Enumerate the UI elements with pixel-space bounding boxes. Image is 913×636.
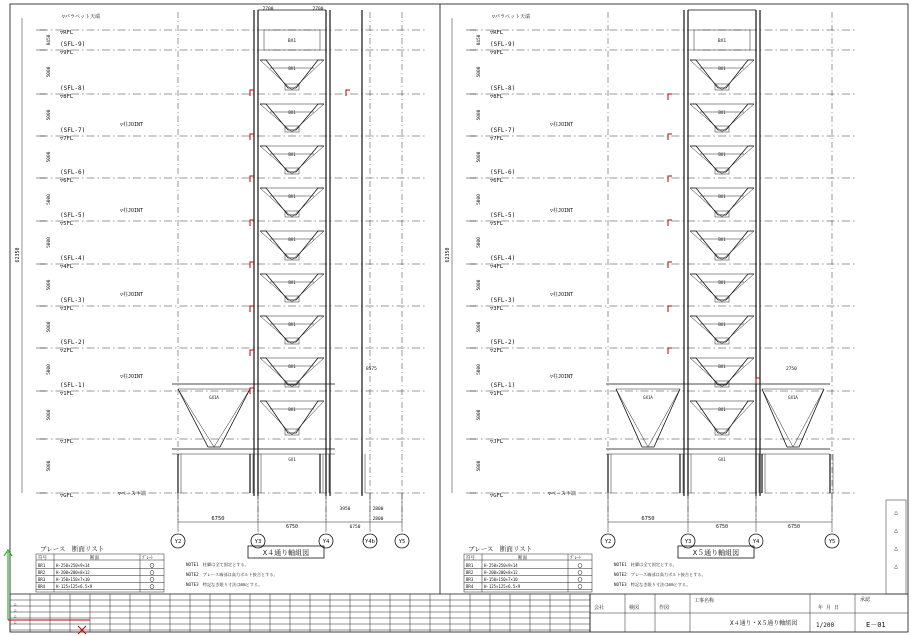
level-name-label: ▽2FL bbox=[490, 348, 504, 354]
axis-bubble-label: Y4 bbox=[322, 539, 330, 545]
revision-mark: △ bbox=[14, 619, 17, 624]
segment-dim-label: 5000 bbox=[477, 364, 482, 375]
axis-bubble-label: Y3 bbox=[684, 539, 692, 545]
span-dim: 6750 bbox=[285, 524, 299, 530]
level-name-label: ▽3FL bbox=[60, 306, 74, 312]
segment-dim-label: 5000 bbox=[47, 109, 52, 121]
span-dim: 6750 bbox=[349, 525, 361, 530]
beam-label: BX1 bbox=[288, 322, 296, 327]
brace bbox=[292, 188, 324, 217]
total-height-label: 62350 bbox=[15, 247, 21, 263]
red-marker bbox=[250, 90, 254, 96]
joint-note: ▽柱JOINT bbox=[120, 208, 144, 214]
beam-label: GX1A bbox=[643, 395, 653, 400]
level-sfl-label: (SFL-8) bbox=[60, 85, 86, 92]
level-sfl-label: (SFL-9) bbox=[60, 41, 86, 48]
revision-mark: △ bbox=[14, 613, 17, 618]
beam-label: BX1 bbox=[718, 110, 726, 115]
segment-dim-label: 5000 bbox=[477, 409, 482, 421]
brace bbox=[690, 316, 722, 344]
brace bbox=[292, 358, 324, 387]
beam-label: BX1 bbox=[718, 237, 726, 242]
level-name-label: ▽6FL bbox=[60, 178, 74, 184]
brace-list-left bbox=[36, 544, 164, 592]
brace-list-title-2: ブレース 断面リスト bbox=[468, 545, 533, 553]
brace bbox=[722, 274, 754, 302]
brace-mark: BR3 bbox=[466, 577, 474, 582]
segment-dim-label: 5000 bbox=[47, 409, 52, 421]
brace bbox=[722, 188, 754, 217]
joint-note: ▽柱JOINT bbox=[550, 374, 574, 380]
revision-column bbox=[886, 500, 906, 594]
red-marker bbox=[668, 220, 672, 226]
axis-bubble-label: Y2 bbox=[604, 539, 612, 545]
tb-sheet-no: E－01 bbox=[866, 621, 886, 629]
revision-mark: △ bbox=[14, 601, 17, 606]
level-name-label: ▽RFL bbox=[490, 30, 504, 36]
brace bbox=[722, 316, 754, 344]
brace-head-plate: ﾌﾟﾚｰﾄ bbox=[142, 556, 154, 561]
red-marker bbox=[250, 262, 254, 268]
beam-label: BX1 bbox=[718, 407, 726, 412]
level-name-label: ▽1FL bbox=[60, 391, 74, 397]
brace-mark: BR4 bbox=[466, 584, 474, 589]
beam-label: BX1 bbox=[287, 39, 297, 44]
tb-project: 工事名称 bbox=[694, 598, 715, 604]
span-dim: 6750 bbox=[641, 516, 655, 522]
span-dim: 6750 bbox=[715, 524, 729, 530]
level-sfl-label: (SFL-2) bbox=[490, 339, 516, 346]
level-sfl-label: (SFL-4) bbox=[60, 255, 86, 262]
brace bbox=[260, 60, 292, 90]
brace-mark: BR4 bbox=[38, 584, 46, 589]
level-sfl-label: (SFL-7) bbox=[60, 127, 86, 134]
span-dim: 2800 bbox=[372, 517, 384, 522]
beam-label: BX1 bbox=[288, 407, 296, 412]
level-sfl-label: (SFL-1) bbox=[60, 382, 86, 389]
brace-section: H-200×200×8×12 bbox=[484, 570, 518, 575]
brace bbox=[260, 231, 292, 260]
brace-section: H-250×250×9×14 bbox=[484, 563, 518, 568]
beam-label: BX1 bbox=[288, 237, 296, 242]
level-name-label: ▽9FL bbox=[490, 50, 504, 56]
brace bbox=[292, 60, 324, 90]
plate-icon bbox=[578, 585, 582, 589]
brace bbox=[690, 231, 722, 260]
hopper bbox=[690, 401, 754, 433]
revision-triangle: △ bbox=[894, 509, 898, 516]
level-name-label: ▽4FL bbox=[60, 264, 74, 270]
beam-label: GX1 bbox=[288, 457, 296, 462]
brace-head-mark-2: 符号 bbox=[466, 556, 475, 561]
brace bbox=[260, 188, 292, 217]
tb-drawn: 作図 bbox=[659, 605, 670, 611]
segment-dim-label: 5000 bbox=[47, 194, 52, 205]
beam-label: BX1 bbox=[288, 152, 296, 157]
level-name-label: ▽8FL bbox=[490, 94, 504, 100]
beam-label: BX1 bbox=[718, 152, 726, 157]
beam-label: BX1 bbox=[718, 364, 726, 369]
tb-approved: 承認 bbox=[860, 597, 871, 603]
axis-bubble-label: Y4 bbox=[752, 539, 760, 545]
brace bbox=[690, 274, 722, 302]
level-sfl-label: (SFL-4) bbox=[490, 255, 516, 262]
right-note: 8575 bbox=[366, 367, 377, 372]
brace bbox=[722, 231, 754, 260]
revision-triangle: △ bbox=[894, 527, 898, 534]
top-dim: 2700 bbox=[312, 7, 324, 12]
level-name-label: ▽6FL bbox=[490, 178, 504, 184]
level-name-label: ▽8FL bbox=[60, 94, 74, 100]
segment-dim-label: 8450 bbox=[47, 34, 52, 46]
level-sfl-label: (SFL-5) bbox=[490, 212, 516, 219]
brace bbox=[260, 358, 292, 387]
red-marker bbox=[250, 176, 254, 182]
segment-dim-label: 5000 bbox=[47, 460, 52, 472]
level-name-label: ▽GFL bbox=[490, 493, 504, 499]
level-sfl-label: (SFL-7) bbox=[490, 127, 516, 134]
notes-right bbox=[614, 561, 706, 588]
level-name-label: ▽GFL bbox=[60, 493, 74, 499]
sheet-title: X５通り軸組図 bbox=[692, 549, 740, 557]
brace bbox=[292, 401, 324, 435]
segment-dim-label: 5000 bbox=[47, 364, 52, 375]
plate-icon bbox=[578, 578, 582, 582]
level-name-label: ▽JFL bbox=[60, 439, 74, 445]
plate-icon bbox=[578, 571, 582, 575]
tb-title: X４通り・X５通り軸組図 bbox=[730, 620, 798, 627]
brace bbox=[260, 274, 292, 302]
plate-icon bbox=[150, 571, 154, 575]
brace-section: H-150×150×7×10 bbox=[56, 577, 90, 582]
red-marker bbox=[346, 90, 350, 96]
brace-head-sec-2: 断面 bbox=[518, 556, 527, 561]
tb-date: 年 月 日 bbox=[818, 605, 840, 611]
brace-list-title: ブレース 断面リスト bbox=[40, 545, 105, 553]
joint-note: ▽柱JOINT bbox=[550, 208, 574, 214]
span-dim: 3950 bbox=[339, 507, 351, 512]
joint-note: ▽柱JOINT bbox=[120, 374, 144, 380]
red-marker bbox=[250, 134, 254, 140]
level-name-label: ▽4FL bbox=[490, 264, 504, 270]
brace bbox=[722, 104, 754, 132]
red-marker bbox=[668, 348, 672, 354]
segment-dim-label: 5000 bbox=[477, 151, 482, 163]
brace bbox=[722, 146, 754, 174]
span-dim: 2800 bbox=[372, 507, 384, 512]
segment-dim-label: 5000 bbox=[477, 194, 482, 205]
beam-label: BX1 bbox=[718, 194, 726, 199]
right-note: 2750 bbox=[786, 367, 797, 372]
tb-checked: 検図 bbox=[629, 605, 640, 611]
red-marker bbox=[668, 134, 672, 140]
tb-company: 会社 bbox=[594, 605, 605, 611]
level-sfl-label: (SFL-9) bbox=[490, 41, 516, 48]
title-block bbox=[10, 594, 908, 632]
note-3: NOTE3 特記なき限り寸法はmmとする。 bbox=[186, 582, 263, 587]
beam-label: BX1 bbox=[718, 322, 726, 327]
level-sfl-label: (SFL-1) bbox=[490, 382, 516, 389]
segment-dim-label: 5000 bbox=[477, 237, 482, 248]
segment-dim-label: 5000 bbox=[477, 460, 482, 472]
beam-label: BX1 bbox=[718, 280, 726, 285]
brace-section: H-250×250×9×14 bbox=[56, 563, 90, 568]
brace bbox=[292, 104, 324, 132]
brace bbox=[260, 146, 292, 174]
beam-label: BX1 bbox=[717, 39, 727, 44]
brace bbox=[260, 316, 292, 344]
brace-head-sec: 断面 bbox=[90, 556, 99, 561]
brace-mark: BR1 bbox=[38, 563, 46, 568]
segment-dim-label: 5000 bbox=[47, 279, 52, 291]
brace-section: H-125×125×6.5×9 bbox=[56, 584, 93, 589]
segment-dim-label: 5000 bbox=[47, 237, 52, 248]
tb-scale: 1/200 bbox=[816, 622, 835, 629]
joint-note: ▽柱JOINT bbox=[550, 292, 574, 298]
note-2: NOTE2 ブレース端部は高力ボルト接合とする。 bbox=[186, 572, 278, 577]
level-name-label: ▽5FL bbox=[60, 221, 74, 227]
level-sfl-label: (SFL-8) bbox=[490, 85, 516, 92]
brace bbox=[690, 358, 722, 387]
segment-dim-label: 5000 bbox=[47, 66, 52, 78]
brace-section: H-150×150×7×10 bbox=[484, 577, 518, 582]
joint-note: ▽柱JOINT bbox=[120, 122, 144, 128]
axis-bubble-label: Y5 bbox=[398, 539, 406, 545]
plate-icon bbox=[150, 585, 154, 589]
beam-label: BX1 bbox=[288, 194, 296, 199]
level-sfl-label: (SFL-3) bbox=[60, 297, 86, 304]
note-1b: NOTE1 柱脚は全て固定とする。 bbox=[614, 562, 677, 567]
level-sfl-label: (SFL-2) bbox=[60, 339, 86, 346]
brace bbox=[722, 401, 754, 435]
brace-section: H-125×125×6.5×9 bbox=[484, 584, 521, 589]
red-marker bbox=[756, 378, 760, 384]
revision-triangle: △ bbox=[894, 545, 898, 552]
brace bbox=[690, 401, 722, 435]
note-3b: NOTE3 特記なき限り寸法はmmとする。 bbox=[614, 582, 691, 587]
plate-icon bbox=[150, 578, 154, 582]
brace bbox=[722, 60, 754, 90]
span-dim: 6750 bbox=[787, 524, 801, 530]
brace bbox=[292, 316, 324, 344]
red-marker bbox=[250, 350, 254, 356]
note-2b: NOTE2 ブレース端部は高力ボルト接合とする。 bbox=[614, 572, 706, 577]
brace bbox=[690, 60, 722, 90]
joint-note: ▽柱JOINT bbox=[120, 292, 144, 298]
joint-note: ▽柱JOINT bbox=[550, 122, 574, 128]
beam-label: GX1A bbox=[788, 395, 798, 400]
beam-label: BX1 bbox=[288, 364, 296, 369]
top-dim: 2700 bbox=[262, 7, 274, 12]
plate-icon bbox=[150, 564, 154, 568]
brace-head-plate-2: ﾌﾟﾚｰﾄ bbox=[570, 556, 582, 561]
level-name-label: ▽2FL bbox=[60, 348, 74, 354]
brace bbox=[260, 401, 292, 435]
segment-dim-label: 5000 bbox=[477, 279, 482, 291]
level-sfl-label: (SFL-6) bbox=[60, 169, 86, 176]
brace bbox=[214, 389, 250, 447]
red-marker bbox=[668, 176, 672, 182]
level-name-label: ▽1FL bbox=[490, 391, 504, 397]
revision-triangle: △ bbox=[894, 563, 898, 570]
elevation-x5 bbox=[445, 10, 855, 558]
axis-bubble-label: Y3 bbox=[254, 539, 262, 545]
red-marker bbox=[250, 306, 254, 312]
axis-bubble-label: Y2 bbox=[174, 539, 182, 545]
beam-label: BX1 bbox=[288, 280, 296, 285]
level-sfl-label: (SFL-5) bbox=[60, 212, 86, 219]
brace bbox=[690, 104, 722, 132]
brace bbox=[292, 146, 324, 174]
level-sfl-label: (SFL-6) bbox=[490, 169, 516, 176]
elevation-x4 bbox=[15, 6, 425, 558]
note-1: NOTE1 柱脚は全て固定とする。 bbox=[186, 562, 249, 567]
sheet-title: X４通り軸組図 bbox=[262, 549, 310, 557]
level-name-label: ▽RFL bbox=[60, 30, 74, 36]
level-name-label: ▽7FL bbox=[60, 136, 74, 142]
hopper bbox=[260, 401, 324, 433]
brace-mark: BR3 bbox=[38, 577, 46, 582]
segment-dim-label: 5000 bbox=[477, 66, 482, 78]
beam-label: BX1 bbox=[288, 110, 296, 115]
red-marker bbox=[668, 306, 672, 312]
axis-bubble-label: Y5 bbox=[828, 539, 836, 545]
total-height-label: 62350 bbox=[445, 247, 451, 263]
brace bbox=[260, 104, 292, 132]
segment-dim-label: 5000 bbox=[477, 109, 482, 121]
brace-mark: BR2 bbox=[38, 570, 46, 575]
segment-dim-label: 5000 bbox=[47, 321, 52, 333]
segment-dim-label: 5000 bbox=[47, 151, 52, 163]
level-name-label: ▽7FL bbox=[490, 136, 504, 142]
level-name-label: ▽5FL bbox=[490, 221, 504, 227]
brace bbox=[722, 358, 754, 387]
beam-label: GX1 bbox=[718, 457, 726, 462]
beam-label: GX1A bbox=[209, 395, 219, 400]
brace-mark: BR2 bbox=[466, 570, 474, 575]
plate-icon bbox=[578, 564, 582, 568]
brace bbox=[690, 188, 722, 217]
brace-list-right bbox=[464, 544, 592, 592]
beam-label: BX1 bbox=[718, 66, 726, 71]
red-marker bbox=[668, 262, 672, 268]
level-name-label: ▽JFL bbox=[490, 439, 504, 445]
base-note: ▽ベース下端 bbox=[118, 491, 146, 497]
brace-head-mark: 符号 bbox=[38, 556, 47, 561]
notes-left bbox=[186, 561, 278, 588]
base-note: ▽ベース下端 bbox=[548, 491, 576, 497]
brace bbox=[690, 146, 722, 174]
level-name-label: ▽3FL bbox=[490, 306, 504, 312]
outer-border bbox=[10, 4, 908, 632]
brace-section: H-200×200×8×12 bbox=[56, 570, 90, 575]
segment-dim-label: 5000 bbox=[477, 321, 482, 333]
span-dim: 6750 bbox=[211, 516, 225, 522]
parapet-note: ▽パラペット天端 bbox=[492, 14, 531, 20]
beam-label: BX1 bbox=[288, 66, 296, 71]
brace-mark: BR1 bbox=[466, 563, 474, 568]
brace bbox=[292, 231, 324, 260]
red-marker bbox=[668, 94, 672, 100]
parapet-note: ▽パラペット天端 bbox=[62, 14, 101, 20]
revision-mark: △ bbox=[14, 607, 17, 612]
axis-bubble-label: (Y4b) bbox=[361, 539, 379, 545]
level-name-label: ▽9FL bbox=[60, 50, 74, 56]
segment-dim-label: 8450 bbox=[477, 34, 482, 46]
brace bbox=[292, 274, 324, 302]
level-sfl-label: (SFL-3) bbox=[490, 297, 516, 304]
